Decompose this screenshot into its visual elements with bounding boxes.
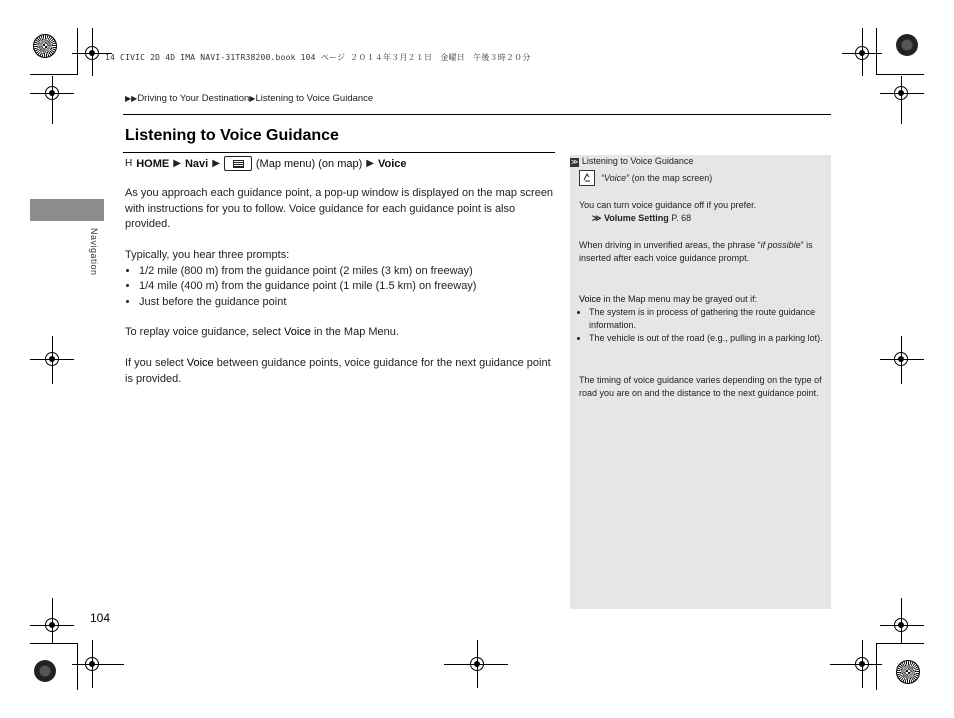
registration-line (880, 93, 924, 94)
list-item: • Just before the guidance point (139, 295, 555, 311)
grayed-list (579, 306, 825, 345)
xref-page: P. 68 (668, 213, 692, 223)
path-voice: Voice (377, 157, 407, 170)
voice-command-icon (579, 170, 595, 186)
paragraph-between (125, 356, 555, 387)
crop-mark (876, 28, 877, 74)
voice-command-suffix: (on the map screen) (629, 172, 713, 183)
list-item: • The vehicle is out of the road (e.g., pulling in a parking lot). (589, 332, 825, 345)
breadcrumb-parent[interactable]: Driving to Your Destination (137, 93, 250, 104)
crop-mark (876, 644, 877, 690)
grayed-text: in the Map menu may be grayed out if: (601, 294, 758, 304)
list-item: • 1/4 mile (400 m) from the guidance point (1 mile (1.5 km) on freeway) (139, 279, 555, 295)
registration-starburst-bottom-right (896, 660, 920, 684)
between-text: If you select (125, 357, 187, 369)
crop-mark (77, 644, 78, 690)
breadcrumb-current: Listening to Voice Guidance (255, 93, 374, 104)
map-menu-icon (224, 156, 252, 171)
registration-line (92, 640, 93, 688)
crop-mark (30, 643, 78, 644)
registration-starburst-top-left (33, 34, 57, 58)
unverified-text: When driving in unverified areas, the phrase “ (579, 240, 761, 250)
home-icon: H (125, 158, 133, 169)
path-navi: Navi (184, 157, 209, 170)
title-rule (123, 152, 555, 153)
replay-text-end: in the Map Menu. (310, 326, 399, 338)
prompts-lead: Typically, you hear three prompts: (125, 249, 290, 261)
voice-command-note (579, 170, 825, 186)
registration-line (52, 598, 53, 644)
grayed-voice-term: Voice (579, 294, 602, 304)
notes-header-icon: ≫ (571, 159, 579, 166)
unverified-text-end: ” is inserted after each voice guidance prompt. (579, 240, 813, 263)
breadcrumb (125, 93, 373, 104)
turn-off-text: You can turn voice guidance off if you prefer. (579, 200, 757, 210)
paragraph-prompts (125, 248, 555, 310)
print-header: 14 CIVIC 2D 4D IMA NAVI-31TR38200.book 104 ページ ２０１４年３月２１日 金曜日 午後３時２０分 (105, 53, 531, 62)
prompts-list (125, 264, 555, 311)
timing-note: The timing of voice guidance varies depending on the type of road you are on and the distance to the next guidance point. (579, 375, 822, 398)
crop-mark (876, 74, 924, 75)
section-label: Navigation (89, 228, 99, 276)
registration-line (477, 640, 478, 688)
turn-off-note (579, 199, 825, 225)
list-item: • The system is in process of gathering the route guidance information. (589, 306, 825, 332)
crop-mark (876, 643, 924, 644)
registration-line (880, 359, 924, 360)
notes-header-title: Listening to Voice Guidance (581, 156, 694, 166)
path-map-menu: (Map menu) (on map) (255, 157, 363, 170)
menu-path (125, 156, 407, 171)
paragraph-replay (125, 325, 555, 341)
breadcrumb-arrows: ▶▶ (125, 94, 138, 103)
unverified-phrase: if possible (760, 240, 801, 250)
path-separator: ▶ (212, 158, 220, 169)
header-rule (123, 114, 831, 115)
registration-line (862, 640, 863, 688)
page-title: Listening to Voice Guidance (125, 127, 339, 144)
path-home: HOME (136, 157, 170, 170)
registration-line (444, 664, 508, 665)
paragraph-intro: As you approach each guidance point, a pop-up window is displayed on the map screen with instructions for you to follow. Voice guidance for each guidance point is also provided. (125, 187, 554, 230)
crop-mark (77, 28, 78, 74)
voice-command-quote: “Voice” (601, 172, 630, 183)
registration-line (72, 664, 124, 665)
breadcrumb-separator: ▶ (249, 94, 256, 103)
registration-line (880, 625, 924, 626)
replay-voice-term: Voice (283, 326, 311, 338)
unverified-note (579, 239, 825, 265)
registration-line (92, 28, 93, 76)
volume-xref[interactable] (579, 212, 825, 225)
grayed-out-note (579, 293, 825, 345)
registration-line (830, 664, 882, 665)
registration-line (901, 598, 902, 644)
registration-line (901, 336, 902, 384)
registration-line (901, 76, 902, 124)
between-voice-term: Voice (186, 357, 214, 369)
registration-line (52, 336, 53, 384)
page-number: 104 (90, 611, 111, 625)
section-tab (30, 199, 104, 221)
path-separator: ▶ (366, 158, 374, 169)
list-item: • 1/2 mile (800 m) from the guidance point (2 miles (3 km) on freeway) (139, 264, 555, 280)
between-text-end: between guidance points, voice guidance for the next guidance point is provided. (125, 357, 551, 385)
registration-line (52, 76, 53, 124)
xref-title[interactable]: Volume Setting (603, 213, 669, 223)
crop-mark (30, 74, 78, 75)
notes-header (570, 155, 816, 168)
registration-line (862, 28, 863, 76)
replay-text: To replay voice guidance, select (125, 326, 284, 338)
xref-icon: ≫ (592, 213, 602, 223)
registration-disc-bottom-left (34, 660, 56, 682)
registration-disc-top-right (896, 34, 918, 56)
path-separator: ▶ (173, 158, 181, 169)
